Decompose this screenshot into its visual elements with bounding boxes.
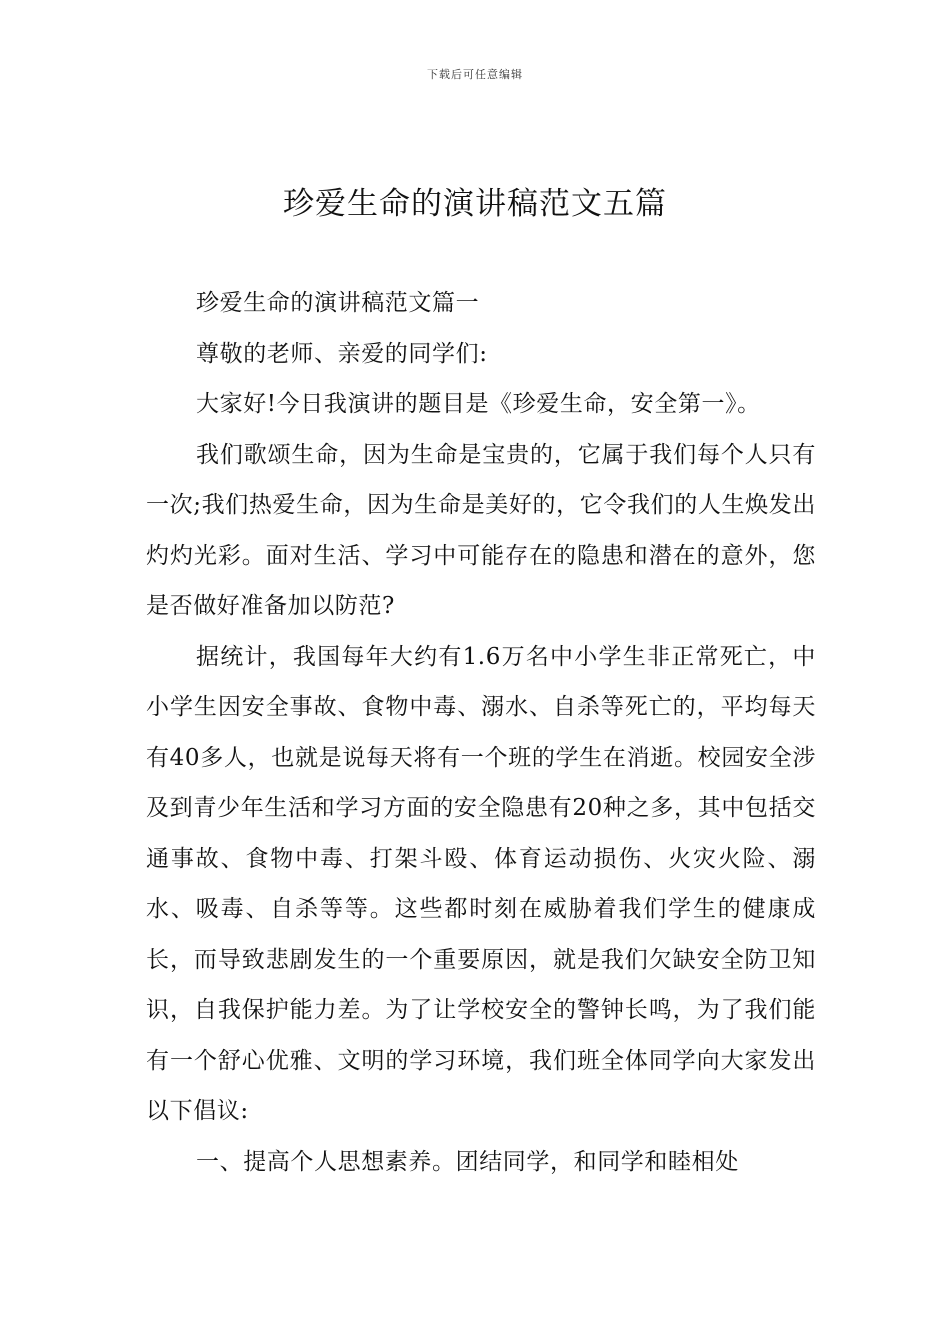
document-body <box>146 278 816 1187</box>
header-note: 下载后可任意编辑 <box>427 68 523 81</box>
body-paragraph: 一、提高个人思想素养。团结同学，和同学和睦相处 <box>196 1148 739 1175</box>
body-paragraph: 据统计，我国每年大约有1.6万名中小学生非正常死亡，中小学生因安全事故、食物中毒、溺水、自杀等死亡的，平均每天有40多人，也就是说每天将有一个班的学生在消逝。校园安全涉及到青少年生活和学习方面的安全隐患有20种之多，其中包括交通事故、食物中毒、打架斗殴、体育运动损伤、火灾火险、溺水、吸毒、自杀等等。这些都时刻在威胁着我们学生的健康成长，而导致悲剧发生的一个重要原因，就是我们欠缺安全防卫知识，自我保护能力差。为了让学校安全的警钟长鸣，为了我们能有一个舒心优雅、文明的学习环境，我们班全体同学向大家发出以下倡议: <box>146 643 816 1124</box>
body-paragraph: 我们歌颂生命，因为生命是宝贵的，它属于我们每个人只有一次;我们热爱生命，因为生命是美好的，它令我们的人生焕发出灼灼光彩。面对生活、学习中可能存在的隐患和潜在的意外，您是否做好准备加以防范? <box>146 441 816 619</box>
section-heading: 珍爱生命的演讲稿范文篇一 <box>196 290 480 316</box>
salutation: 尊敬的老师、亲爱的同学们: <box>196 340 488 367</box>
document-title: 珍爱生命的演讲稿范文五篇 <box>283 186 667 222</box>
greeting-paragraph: 大家好!今日我演讲的题目是《珍爱生命，安全第一》。 <box>196 391 761 417</box>
